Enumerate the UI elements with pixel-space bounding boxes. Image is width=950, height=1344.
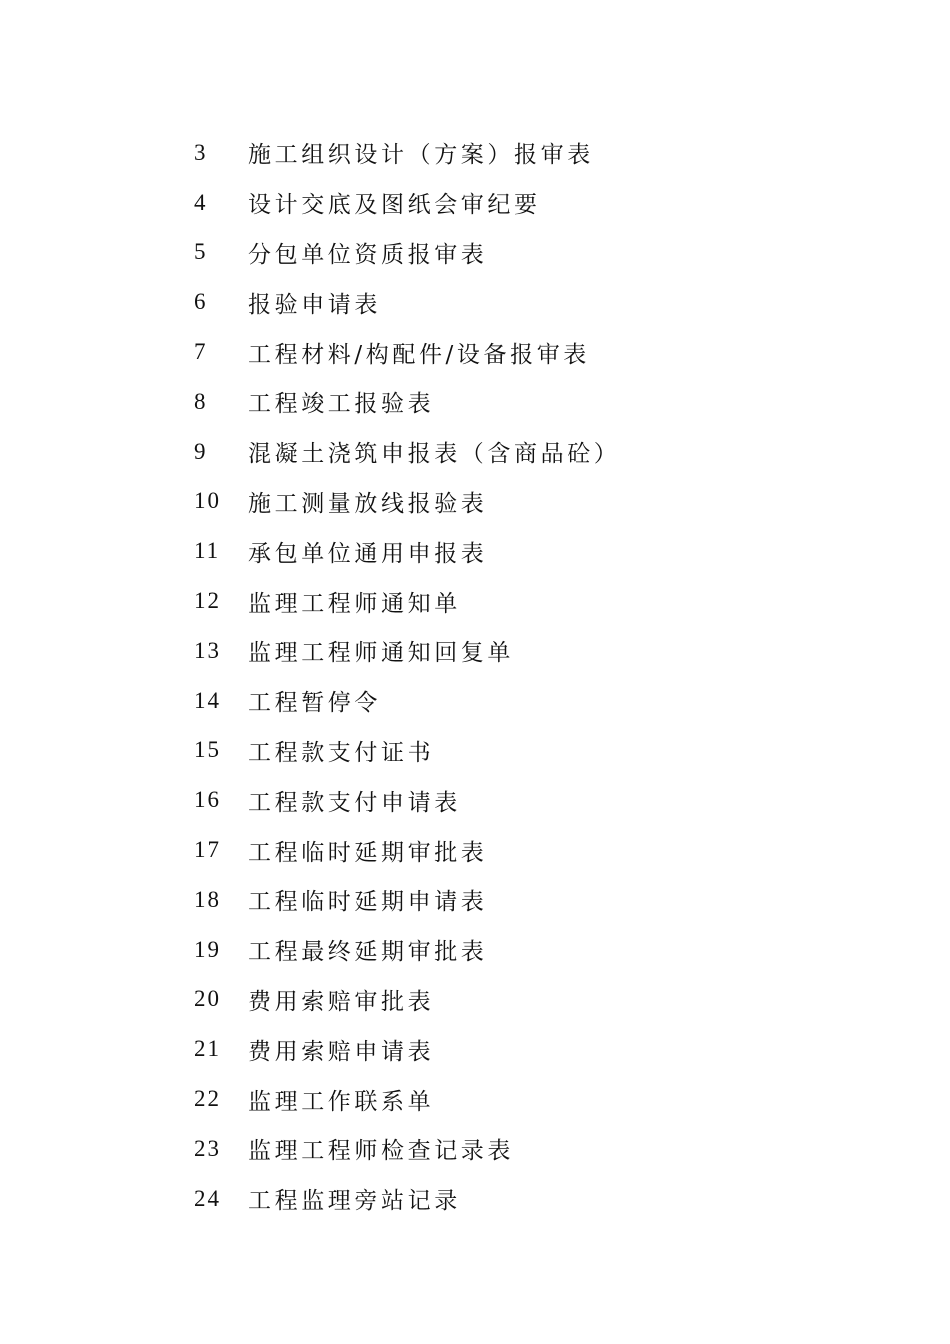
item-title: 费用索赔申请表 <box>248 1038 435 1065</box>
list-item <box>194 626 620 676</box>
item-number: 19 <box>194 936 221 962</box>
list-item <box>194 726 620 776</box>
item-number: 8 <box>194 388 208 414</box>
item-title: 监理工程师通知回复单 <box>248 640 514 667</box>
item-number: 16 <box>194 787 221 813</box>
item-title: 监理工程师通知单 <box>248 590 461 617</box>
item-number: 9 <box>194 438 208 464</box>
item-title: 设计交底及图纸会审纪要 <box>248 192 541 219</box>
item-number: 15 <box>194 737 221 763</box>
list-item <box>194 1174 620 1224</box>
list-item <box>194 1074 620 1124</box>
list-item <box>194 1124 620 1174</box>
item-title: 混凝土浇筑申报表（含商品砼） <box>248 441 621 468</box>
item-number: 21 <box>194 1036 221 1062</box>
list-item <box>194 775 620 825</box>
item-title: 工程款支付申请表 <box>248 789 461 816</box>
item-number: 5 <box>194 239 208 265</box>
item-title: 监理工程师检查记录表 <box>248 1138 514 1165</box>
item-title: 监理工作联系单 <box>248 1088 435 1115</box>
item-title: 施工测量放线报验表 <box>248 490 488 517</box>
list-item <box>194 277 620 327</box>
item-number: 17 <box>194 837 221 863</box>
item-title: 工程监理旁站记录 <box>248 1188 461 1215</box>
item-title: 承包单位通用申报表 <box>248 540 488 567</box>
item-number: 7 <box>194 339 208 365</box>
item-number: 11 <box>194 538 221 564</box>
item-title: 工程临时延期审批表 <box>248 839 488 866</box>
form-list <box>194 128 620 1224</box>
item-title: 报验申请表 <box>248 291 381 318</box>
item-number: 12 <box>194 588 221 614</box>
list-item <box>194 576 620 626</box>
list-item <box>194 825 620 875</box>
item-number: 24 <box>194 1185 221 1211</box>
item-number: 4 <box>194 189 208 215</box>
item-title: 工程暂停令 <box>248 690 381 717</box>
list-item <box>194 178 620 228</box>
item-number: 14 <box>194 687 221 713</box>
item-number: 6 <box>194 289 208 315</box>
item-number: 23 <box>194 1135 221 1161</box>
list-item <box>194 427 620 477</box>
list-item <box>194 526 620 576</box>
item-number: 20 <box>194 986 221 1012</box>
item-title: 费用索赔审批表 <box>248 988 435 1015</box>
item-title: 工程竣工报验表 <box>248 391 435 418</box>
item-title: 分包单位资质报审表 <box>248 241 488 268</box>
list-item <box>194 377 620 427</box>
list-item <box>194 128 620 178</box>
item-number: 10 <box>194 488 221 514</box>
item-number: 3 <box>194 139 208 165</box>
list-item <box>194 228 620 278</box>
item-title: 施工组织设计（方案）报审表 <box>248 142 594 169</box>
item-number: 22 <box>194 1086 221 1112</box>
item-title: 工程材料/构配件/设备报审表 <box>248 341 590 368</box>
list-item <box>194 925 620 975</box>
list-item <box>194 676 620 726</box>
list-item <box>194 1024 620 1074</box>
item-title: 工程最终延期审批表 <box>248 939 488 966</box>
list-item <box>194 975 620 1025</box>
item-number: 18 <box>194 886 221 912</box>
list-item <box>194 875 620 925</box>
list-item <box>194 477 620 527</box>
list-item <box>194 327 620 377</box>
item-number: 13 <box>194 637 221 663</box>
item-title: 工程款支付证书 <box>248 739 435 766</box>
item-title: 工程临时延期申请表 <box>248 889 488 916</box>
